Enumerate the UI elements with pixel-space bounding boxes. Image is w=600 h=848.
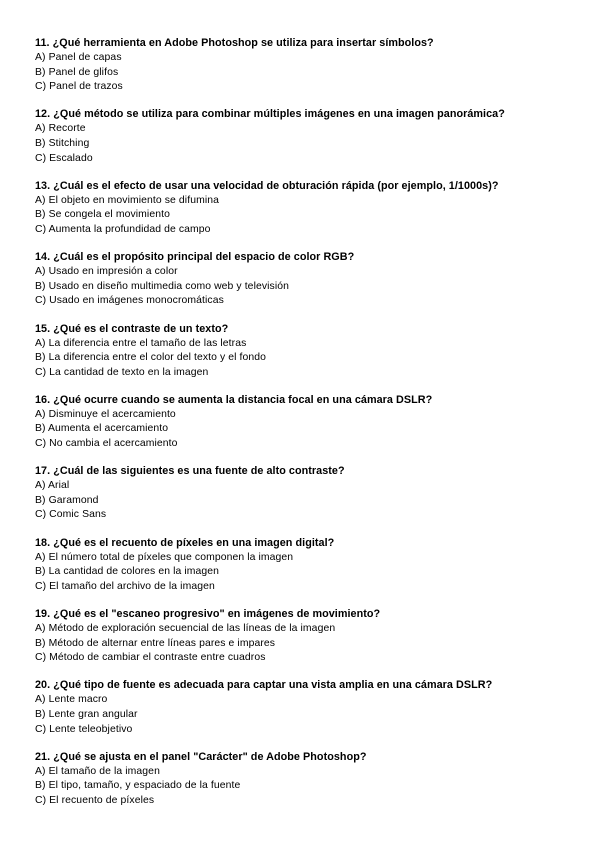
option-a: A) Panel de capas: [35, 52, 122, 63]
question-18: [35, 536, 580, 595]
option-b: B) Se congela el movimiento: [35, 209, 170, 221]
option-a: A) Lente macro: [35, 694, 108, 706]
question-text: ¿Qué ocurre cuando se aumenta la distancia focal en una cámara DSLR?: [53, 393, 433, 406]
option-a: A) Usado en impresión a color: [35, 266, 178, 278]
question-title: [35, 36, 580, 51]
question-title: [35, 393, 580, 408]
question-number: 17.: [35, 465, 51, 478]
question-16: [35, 393, 580, 452]
option-b: B) Usado en diseño multimedia como web y televisión: [35, 280, 290, 292]
question-17: [35, 464, 580, 523]
option-b: B) Método de alternar entre líneas pares e impares: [35, 637, 276, 649]
question-number: 20.: [35, 679, 51, 692]
option-c: C) La cantidad de texto en la imagen: [35, 366, 209, 378]
option-c: C) Panel de trazos: [35, 81, 123, 93]
question-title: [35, 107, 580, 122]
option-c: C) El recuento de píxeles: [35, 794, 155, 806]
question-13: [35, 179, 580, 238]
question-number: 12.: [35, 108, 51, 121]
question-number: 15.: [35, 322, 51, 335]
option-a: A) Recorte: [35, 123, 86, 135]
question-text: ¿Qué tipo de fuente es adecuada para captar una vista amplia en una cámara DSLR?: [53, 679, 493, 692]
option-c: C) El tamaño del archivo de la imagen: [35, 580, 215, 592]
question-number: 14.: [35, 251, 51, 264]
question-title: [35, 536, 580, 551]
option-b: B) Panel de glifos: [35, 66, 119, 78]
question-14: [35, 250, 580, 309]
question-21: [35, 750, 580, 809]
question-text: ¿Qué método se utiliza para combinar múltiples imágenes en una imagen panorámica?: [53, 108, 505, 121]
question-title: [35, 678, 580, 693]
option-b: B) La diferencia entre el color del texto y el fondo: [35, 352, 267, 364]
option-a: A) El objeto en movimiento se difumina: [35, 194, 219, 206]
option-b: B) Stitching: [35, 137, 90, 149]
option-b: B) Lente gran angular: [35, 708, 138, 720]
option-a: A) Método de exploración secuencial de las líneas de la imagen: [35, 623, 336, 634]
question-12: [35, 107, 580, 166]
option-b: B) Aumenta el acercamiento: [35, 423, 169, 435]
question-title: [35, 250, 580, 265]
question-text: ¿Cuál es el propósito principal del espacio de color RGB?: [53, 251, 355, 264]
question-11: [35, 36, 580, 95]
question-title: [35, 322, 580, 337]
question-text: ¿Cuál es el efecto de usar una velocidad de obturación rápida (por ejemplo, 1/1000s)?: [53, 179, 499, 192]
question-number: 19.: [35, 608, 51, 620]
question-text: ¿Qué se ajusta en el panel "Carácter" de Adobe Photoshop?: [53, 750, 367, 763]
question-text: ¿Qué es el contraste de un texto?: [53, 322, 229, 335]
option-b: B) El tipo, tamaño, y espaciado de la fuente: [35, 780, 241, 792]
option-c: C) Método de cambiar el contraste entre cuadros: [35, 652, 266, 664]
option-c: C) No cambia el acercamiento: [35, 438, 178, 450]
question-title: [35, 750, 580, 765]
question-19: [35, 607, 580, 666]
option-a: A) La diferencia entre el tamaño de las letras: [35, 337, 247, 349]
question-number: 16.: [35, 393, 51, 406]
option-a: A) Arial: [35, 480, 70, 492]
question-number: 21.: [35, 750, 51, 763]
question-15: [35, 322, 580, 381]
option-c: C) Comic Sans: [35, 509, 107, 521]
option-a: A) El número total de píxeles que componen la imagen: [35, 551, 294, 563]
question-text: ¿Qué es el recuento de píxeles en una imagen digital?: [53, 536, 335, 549]
option-c: C) Usado en imágenes monocromáticas: [35, 295, 224, 307]
question-number: 13.: [35, 179, 51, 192]
question-text: ¿Qué es el "escaneo progresivo" en imágenes de movimiento?: [53, 608, 381, 620]
option-c: C) Escalado: [35, 152, 93, 164]
question-title: [35, 179, 580, 194]
question-text: ¿Cuál de las siguientes es una fuente de alto contraste?: [53, 465, 345, 478]
option-a: A) Disminuye el acercamiento: [35, 408, 176, 420]
option-b: B) La cantidad de colores en la imagen: [35, 566, 220, 578]
question-title: [35, 464, 580, 479]
option-b: B) Garamond: [35, 494, 99, 506]
question-number: 11.: [35, 37, 50, 49]
option-a: A) El tamaño de la imagen: [35, 765, 160, 777]
option-c: C) Aumenta la profundidad de campo: [35, 223, 211, 235]
question-20: [35, 678, 580, 737]
question-number: 18.: [35, 536, 51, 549]
question-text: ¿Qué herramienta en Adobe Photoshop se utiliza para insertar símbolos?: [52, 37, 434, 49]
question-title: [35, 607, 580, 622]
option-c: C) Lente teleobjetivo: [35, 723, 133, 735]
